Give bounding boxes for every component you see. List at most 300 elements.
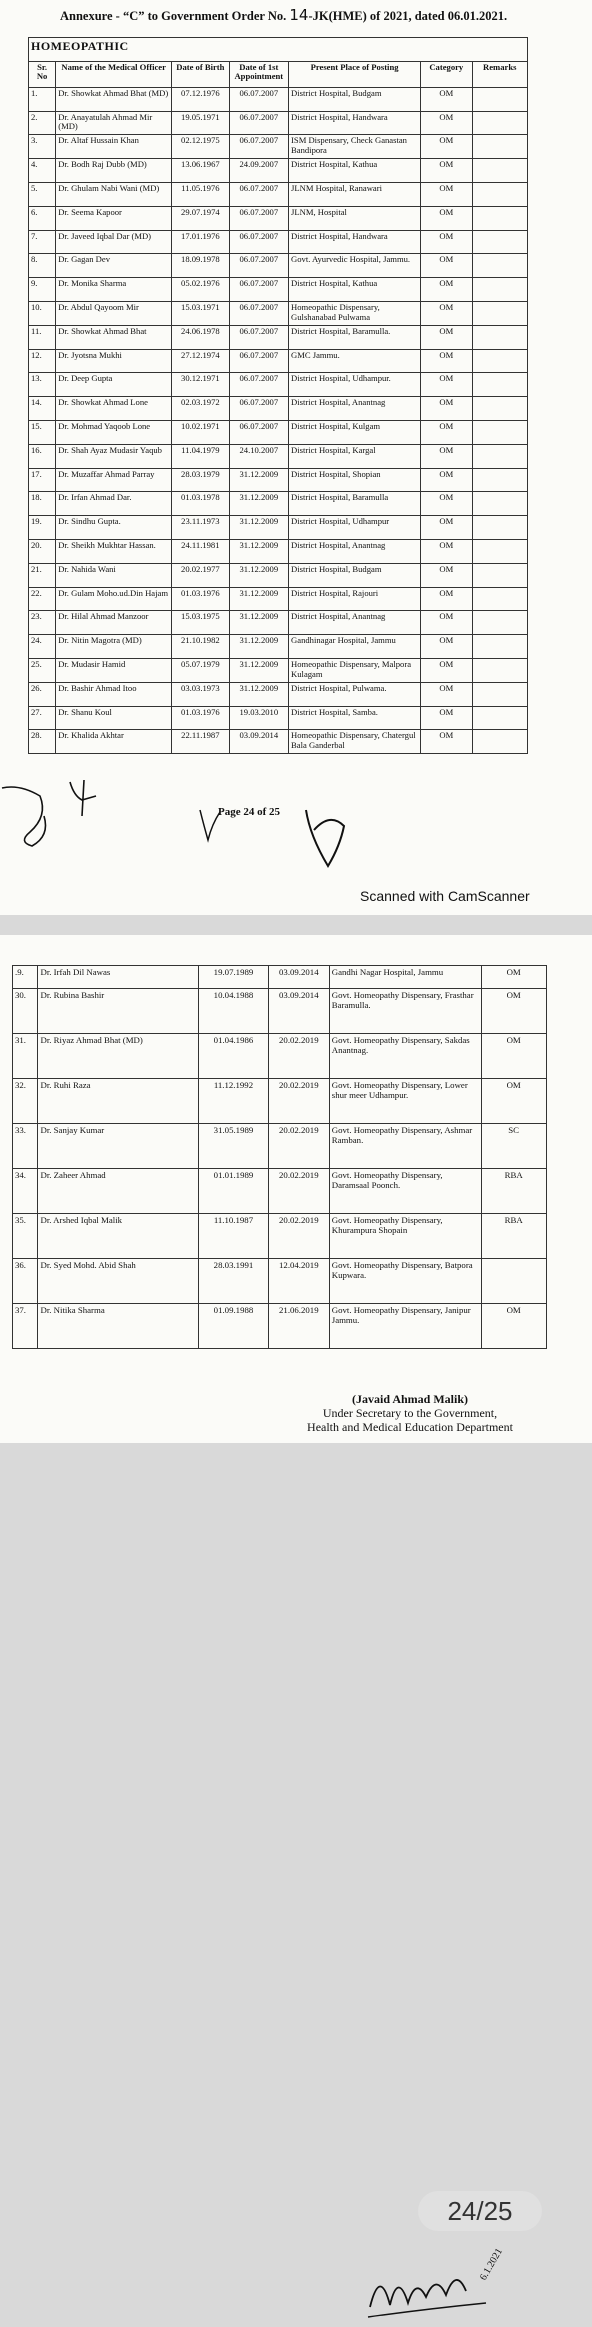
cell-date-of-appointment: 19.03.2010 (229, 706, 288, 730)
cell-officer-name: Dr. Muzaffar Ahmad Parray (56, 468, 172, 492)
cell-officer-name: Dr. Ruhi Raza (38, 1079, 199, 1124)
cell-officer-name: Dr. Khalida Akhtar (56, 730, 172, 754)
cell-sr-no: 1. (29, 87, 56, 111)
table-row (13, 1214, 548, 1259)
cell-date-of-birth: 19.07.1989 (199, 966, 269, 989)
cell-sr-no: 30. (13, 989, 38, 1034)
cell-officer-name: Dr. Mudasir Hamid (56, 658, 172, 682)
cell-officer-name: Dr. Ghulam Nabi Wani (MD) (56, 182, 172, 206)
table-row (29, 206, 528, 230)
cell-remarks (472, 468, 528, 492)
cell-date-of-appointment: 03.09.2014 (268, 989, 329, 1034)
cell-date-of-appointment: 31.12.2009 (229, 635, 288, 659)
cell-date-of-birth: 07.12.1976 (172, 87, 229, 111)
cell-remarks (472, 206, 528, 230)
table-row (13, 1169, 548, 1214)
cell-date-of-appointment: 06.07.2007 (229, 325, 288, 349)
cell-sr-no: 34. (13, 1169, 38, 1214)
cell-officer-name: Dr. Gulam Moho.ud.Din Hajam (56, 587, 172, 611)
cell-posting-place: District Hospital, Pulwama. (289, 682, 421, 706)
cell-category: OM (421, 682, 472, 706)
cell-category: OM (421, 373, 472, 397)
cell-category: OM (481, 1304, 546, 1349)
cell-sr-no: .9. (13, 966, 38, 989)
cell-remarks (472, 373, 528, 397)
cell-officer-name: Dr. Rubina Bashir (38, 989, 199, 1034)
table-row (29, 301, 528, 325)
cell-category: OM (421, 563, 472, 587)
cell-date-of-birth: 27.12.1974 (172, 349, 229, 373)
cell-category: OM (421, 182, 472, 206)
cell-date-of-birth: 01.01.1989 (199, 1169, 269, 1214)
table-row (29, 635, 528, 659)
cell-officer-name: Dr. Anayatulah Ahmad Mir (MD) (56, 111, 172, 135)
table-row (29, 254, 528, 278)
camscanner-watermark: Scanned with CamScanner (360, 888, 530, 904)
cell-category: OM (421, 658, 472, 682)
cell-posting-place: District Hospital, Handwara (289, 111, 421, 135)
cell-date-of-appointment: 20.02.2019 (268, 1169, 329, 1214)
cell-sr-no: 8. (29, 254, 56, 278)
cell-posting-place: District Hospital, Baramulla. (289, 325, 421, 349)
cell-category: OM (421, 444, 472, 468)
cell-sr-no: 32. (13, 1079, 38, 1124)
cell-date-of-birth: 10.04.1988 (199, 989, 269, 1034)
cell-officer-name: Dr. Jyotsna Mukhi (56, 349, 172, 373)
cell-officer-name: Dr. Sanjay Kumar (38, 1124, 199, 1169)
col-header-category: Category (421, 61, 472, 87)
cell-remarks (472, 539, 528, 563)
cell-sr-no: 12. (29, 349, 56, 373)
cell-posting-place: District Hospital, Rajouri (289, 587, 421, 611)
cell-officer-name: Dr. Syed Mohd. Abid Shah (38, 1259, 199, 1304)
cell-date-of-birth: 23.11.1973 (172, 516, 229, 540)
cell-category: OM (421, 635, 472, 659)
cell-sr-no: 14. (29, 397, 56, 421)
document-page-1 (0, 0, 592, 915)
cell-category: OM (421, 420, 472, 444)
table-row (29, 420, 528, 444)
table-row (13, 1304, 548, 1349)
cell-officer-name: Dr. Deep Gupta (56, 373, 172, 397)
cell-remarks (546, 1169, 547, 1214)
cell-date-of-appointment: 31.12.2009 (229, 492, 288, 516)
cell-sr-no: 24. (29, 635, 56, 659)
cell-remarks (472, 349, 528, 373)
table-row (29, 135, 528, 159)
cell-sr-no: 11. (29, 325, 56, 349)
col-header-dob: Date of Birth (172, 61, 229, 87)
homeopathic-officers-table (28, 37, 528, 754)
cell-date-of-birth: 01.03.1976 (172, 587, 229, 611)
cell-remarks (472, 254, 528, 278)
cell-sr-no: 36. (13, 1259, 38, 1304)
cell-officer-name: Dr. Nitika Sharma (38, 1304, 199, 1349)
cell-date-of-birth: 01.03.1976 (172, 706, 229, 730)
cell-remarks (472, 159, 528, 183)
cell-posting-place: Gandhinagar Hospital, Jammu (289, 635, 421, 659)
cell-category: OM (481, 1034, 546, 1079)
cell-date-of-appointment: 31.12.2009 (229, 468, 288, 492)
cell-posting-place: Govt. Homeopathy Dispensary, Ashmar Ramban. (329, 1124, 481, 1169)
cell-sr-no: 21. (29, 563, 56, 587)
cell-date-of-appointment: 06.07.2007 (229, 397, 288, 421)
cell-date-of-appointment: 20.02.2019 (268, 1124, 329, 1169)
cell-date-of-appointment: 31.12.2009 (229, 539, 288, 563)
cell-category: OM (421, 706, 472, 730)
cell-date-of-appointment: 06.07.2007 (229, 87, 288, 111)
annexure-header (60, 6, 507, 24)
table-row (29, 182, 528, 206)
cell-date-of-appointment: 06.07.2007 (229, 182, 288, 206)
table-row (29, 730, 528, 754)
cell-date-of-birth: 30.12.1971 (172, 373, 229, 397)
cell-date-of-birth: 31.05.1989 (199, 1124, 269, 1169)
cell-date-of-birth: 24.06.1978 (172, 325, 229, 349)
cell-officer-name: Dr. Arshed Iqbal Malik (38, 1214, 199, 1259)
cell-posting-place: District Hospital, Budgam (289, 87, 421, 111)
cell-sr-no: 16. (29, 444, 56, 468)
cell-remarks (472, 230, 528, 254)
cell-posting-place: Govt. Homeopathy Dispensary, Janipur Jammu. (329, 1304, 481, 1349)
cell-posting-place: District Hospital, Anantnag (289, 397, 421, 421)
cell-remarks (472, 325, 528, 349)
cell-sr-no: 7. (29, 230, 56, 254)
cell-date-of-birth: 29.07.1974 (172, 206, 229, 230)
cell-category: OM (421, 730, 472, 754)
table-row (29, 230, 528, 254)
cell-date-of-appointment: 06.07.2007 (229, 230, 288, 254)
cell-date-of-birth: 01.09.1988 (199, 1304, 269, 1349)
cell-remarks (472, 420, 528, 444)
cell-officer-name: Dr. Sheikh Mukhtar Hassan. (56, 539, 172, 563)
cell-sr-no: 15. (29, 420, 56, 444)
cell-sr-no: 23. (29, 611, 56, 635)
cell-date-of-birth: 15.03.1971 (172, 301, 229, 325)
cell-officer-name: Dr. Bodh Raj Dubb (MD) (56, 159, 172, 183)
cell-remarks (546, 1079, 547, 1124)
cell-category: OM (421, 516, 472, 540)
cell-officer-name: Dr. Sindhu Gupta. (56, 516, 172, 540)
table-row (29, 658, 528, 682)
cell-sr-no: 37. (13, 1304, 38, 1349)
cell-posting-place: Govt. Homeopathy Dispensary, Sakdas Anantnag. (329, 1034, 481, 1079)
cell-sr-no: 3. (29, 135, 56, 159)
signatory-block (300, 1392, 520, 1434)
cell-category (481, 1259, 546, 1304)
cell-category: RBA (481, 1214, 546, 1259)
cell-category: OM (421, 468, 472, 492)
table-row (13, 1124, 548, 1169)
cell-date-of-birth: 20.02.1977 (172, 563, 229, 587)
cell-posting-place: District Hospital, Anantnag (289, 611, 421, 635)
cell-date-of-birth: 18.09.1978 (172, 254, 229, 278)
cell-date-of-appointment: 20.02.2019 (268, 1034, 329, 1079)
cell-date-of-appointment: 24.10.2007 (229, 444, 288, 468)
cell-category: OM (421, 539, 472, 563)
cell-posting-place: District Hospital, Kathua (289, 159, 421, 183)
cell-sr-no: 6. (29, 206, 56, 230)
cell-officer-name: Dr. Mohmad Yaqoob Lone (56, 420, 172, 444)
order-number: 14 (289, 6, 309, 24)
cell-sr-no: 26. (29, 682, 56, 706)
cell-posting-place: District Hospital, Kulgam (289, 420, 421, 444)
cell-remarks (546, 1214, 547, 1259)
cell-posting-place: District Hospital, Udhampur (289, 516, 421, 540)
cell-remarks (472, 135, 528, 159)
table-row (29, 682, 528, 706)
cell-posting-place: Gandhi Nagar Hospital, Jammu (329, 966, 481, 989)
cell-date-of-appointment: 31.12.2009 (229, 587, 288, 611)
cell-date-of-birth: 28.03.1979 (172, 468, 229, 492)
cell-remarks (472, 611, 528, 635)
table-row (29, 373, 528, 397)
cell-date-of-appointment: 03.09.2014 (268, 966, 329, 989)
cell-sr-no: 31. (13, 1034, 38, 1079)
cell-remarks (546, 1124, 547, 1169)
cell-posting-place: GMC Jammu. (289, 349, 421, 373)
cell-category: OM (481, 966, 546, 989)
section-title: HOMEOPATHIC (29, 38, 528, 62)
cell-officer-name: Dr. Showkat Ahmad Lone (56, 397, 172, 421)
cell-posting-place: ISM Dispensary, Check Ganastan Bandipora (289, 135, 421, 159)
cell-category: OM (421, 587, 472, 611)
cell-date-of-appointment: 06.07.2007 (229, 135, 288, 159)
table-row (29, 539, 528, 563)
cell-date-of-appointment: 21.06.2019 (268, 1304, 329, 1349)
cell-officer-name: Dr. Seema Kapoor (56, 206, 172, 230)
cell-posting-place: District Hospital, Kathua (289, 278, 421, 302)
cell-date-of-birth: 05.07.1979 (172, 658, 229, 682)
cell-date-of-appointment: 31.12.2009 (229, 658, 288, 682)
table-row (29, 159, 528, 183)
signatory-signature-icon (366, 2247, 506, 2327)
cell-officer-name: Dr. Hilal Ahmad Manzoor (56, 611, 172, 635)
table-row (29, 278, 528, 302)
table-row (13, 1034, 548, 1079)
cell-category: OM (421, 349, 472, 373)
cell-date-of-birth: 02.12.1975 (172, 135, 229, 159)
table-row (29, 397, 528, 421)
cell-officer-name: Dr. Riyaz Ahmad Bhat (MD) (38, 1034, 199, 1079)
cell-date-of-birth: 28.03.1991 (199, 1259, 269, 1304)
table-row (29, 444, 528, 468)
table-row (29, 349, 528, 373)
cell-remarks (472, 635, 528, 659)
cell-officer-name: Dr. Altaf Hussain Khan (56, 135, 172, 159)
cell-date-of-birth: 11.12.1992 (199, 1079, 269, 1124)
page-indicator-badge: 24/25 (418, 2191, 542, 2231)
cell-category: OM (481, 989, 546, 1034)
cell-remarks (472, 587, 528, 611)
cell-officer-name: Dr. Showkat Ahmad Bhat (56, 325, 172, 349)
cell-remarks (472, 492, 528, 516)
cell-sr-no: 22. (29, 587, 56, 611)
cell-remarks (472, 444, 528, 468)
cell-date-of-birth: 13.06.1967 (172, 159, 229, 183)
cell-category: OM (421, 111, 472, 135)
cell-category: OM (421, 254, 472, 278)
cell-posting-place: District Hospital, Samba. (289, 706, 421, 730)
cell-sr-no: 4. (29, 159, 56, 183)
cell-officer-name: Dr. Javeed Iqbal Dar (MD) (56, 230, 172, 254)
cell-date-of-appointment: 06.07.2007 (229, 254, 288, 278)
cell-category: RBA (481, 1169, 546, 1214)
cell-remarks (472, 682, 528, 706)
cell-posting-place: JLNM, Hospital (289, 206, 421, 230)
cell-officer-name: Dr. Shanu Koul (56, 706, 172, 730)
cell-date-of-birth: 11.04.1979 (172, 444, 229, 468)
cell-category: OM (421, 397, 472, 421)
signature-date: 6.1.2021 (477, 2246, 506, 2283)
cell-remarks (472, 111, 528, 135)
cell-date-of-birth: 22.11.1987 (172, 730, 229, 754)
cell-date-of-birth: 15.03.1975 (172, 611, 229, 635)
cell-remarks (472, 301, 528, 325)
cell-officer-name: Dr. Abdul Qayoom Mir (56, 301, 172, 325)
col-header-sr-no: Sr. No (29, 61, 56, 87)
cell-date-of-birth: 17.01.1976 (172, 230, 229, 254)
cell-sr-no: 2. (29, 111, 56, 135)
cell-remarks (546, 1304, 547, 1349)
initials-signature-icon (0, 776, 110, 866)
cell-posting-place: Govt. Ayurvedic Hospital, Jammu. (289, 254, 421, 278)
cell-date-of-birth: 24.11.1981 (172, 539, 229, 563)
page-number: Page 24 of 25 (218, 806, 281, 818)
cell-sr-no: 25. (29, 658, 56, 682)
cell-date-of-appointment: 06.07.2007 (229, 111, 288, 135)
cell-officer-name: Dr. Gagan Dev (56, 254, 172, 278)
cell-sr-no: 18. (29, 492, 56, 516)
cell-date-of-appointment: 20.02.2019 (268, 1079, 329, 1124)
col-header-remarks: Remarks (472, 61, 528, 87)
cell-date-of-birth: 19.05.1971 (172, 111, 229, 135)
cell-remarks (472, 87, 528, 111)
cell-category: OM (481, 1079, 546, 1124)
cell-sr-no: 10. (29, 301, 56, 325)
cell-officer-name: Dr. Irfah Dil Nawas (38, 966, 199, 989)
cell-posting-place: District Hospital, Baramulla (289, 492, 421, 516)
table-row (29, 587, 528, 611)
col-header-name: Name of the Medical Officer (56, 61, 172, 87)
cell-posting-place: District Hospital, Budgam (289, 563, 421, 587)
cell-posting-place: District Hospital, Kargal (289, 444, 421, 468)
col-header-posting: Present Place of Posting (289, 61, 421, 87)
cell-sr-no: 13. (29, 373, 56, 397)
cell-category: OM (421, 611, 472, 635)
cell-date-of-birth: 01.03.1978 (172, 492, 229, 516)
cell-posting-place: Homeopathic Dispensary, Chatergul Bala Ganderbal (289, 730, 421, 754)
cell-category: OM (421, 230, 472, 254)
table-row (13, 1259, 548, 1304)
table-row (13, 989, 548, 1034)
cell-remarks (546, 1259, 547, 1304)
cell-date-of-birth: 21.10.1982 (172, 635, 229, 659)
cell-date-of-appointment: 12.04.2019 (268, 1259, 329, 1304)
cell-date-of-birth: 11.05.1976 (172, 182, 229, 206)
table-row (13, 966, 548, 989)
cell-category: OM (421, 135, 472, 159)
cell-sr-no: 20. (29, 539, 56, 563)
cell-officer-name: Dr. Nitin Magotra (MD) (56, 635, 172, 659)
cell-posting-place: Govt. Homeopathy Dispensary, Batpora Kupwara. (329, 1259, 481, 1304)
cell-date-of-appointment: 03.09.2014 (229, 730, 288, 754)
cell-sr-no: 17. (29, 468, 56, 492)
cell-date-of-birth: 10.02.1971 (172, 420, 229, 444)
cell-posting-place: Govt. Homeopathy Dispensary, Khurampura Shopain (329, 1214, 481, 1259)
page-signature-icon (300, 806, 350, 876)
page-initial-icon (196, 806, 226, 846)
homeopathic-officers-table-continued (12, 965, 548, 1349)
cell-category: OM (421, 325, 472, 349)
cell-officer-name: Dr. Monika Sharma (56, 278, 172, 302)
document-page-2 (0, 935, 592, 2283)
table-row (29, 111, 528, 135)
cell-officer-name: Dr. Zaheer Ahmad (38, 1169, 199, 1214)
cell-date-of-appointment: 31.12.2009 (229, 682, 288, 706)
cell-remarks (472, 278, 528, 302)
cell-posting-place: District Hospital, Handwara (289, 230, 421, 254)
cell-remarks (472, 397, 528, 421)
cell-date-of-appointment: 06.07.2007 (229, 206, 288, 230)
table-row (29, 516, 528, 540)
signatory-department: Health and Medical Education Department (307, 1420, 513, 1434)
cell-remarks (472, 706, 528, 730)
cell-date-of-appointment: 20.02.2019 (268, 1214, 329, 1259)
cell-remarks (472, 182, 528, 206)
cell-sr-no: 35. (13, 1214, 38, 1259)
cell-posting-place: Homeopathic Dispensary, Gulshanabad Pulwama (289, 301, 421, 325)
cell-remarks (472, 516, 528, 540)
cell-remarks (472, 658, 528, 682)
col-header-appointment: Date of 1st Appointment (229, 61, 288, 87)
cell-officer-name: Dr. Irfan Ahmad Dar. (56, 492, 172, 516)
cell-posting-place: District Hospital, Shopian (289, 468, 421, 492)
header-suffix: -JK(HME) of 2021, dated 06.01.2021. (308, 9, 508, 23)
cell-posting-place: Govt. Homeopathy Dispensary, Daramsaal Poonch. (329, 1169, 481, 1214)
cell-date-of-appointment: 31.12.2009 (229, 563, 288, 587)
cell-posting-place: Homeopathic Dispensary, Malpora Kulagam (289, 658, 421, 682)
cell-category: OM (421, 301, 472, 325)
cell-sr-no: 28. (29, 730, 56, 754)
table-row (29, 325, 528, 349)
signatory-title: Under Secretary to the Government, (322, 1406, 498, 1420)
cell-remarks (546, 989, 547, 1034)
cell-sr-no: 27. (29, 706, 56, 730)
cell-remarks (472, 730, 528, 754)
table-row (29, 611, 528, 635)
cell-officer-name: Dr. Nahida Wani (56, 563, 172, 587)
cell-posting-place: Govt. Homeopathy Dispensary, Lower shur meer Udhampur. (329, 1079, 481, 1124)
cell-category: OM (421, 278, 472, 302)
cell-date-of-appointment: 24.09.2007 (229, 159, 288, 183)
signatory-name: (Javaid Ahmad Malik) (351, 1392, 468, 1406)
cell-date-of-birth: 11.10.1987 (199, 1214, 269, 1259)
cell-category: OM (421, 492, 472, 516)
cell-remarks (546, 966, 547, 989)
cell-date-of-birth: 05.02.1976 (172, 278, 229, 302)
table-row (29, 468, 528, 492)
cell-sr-no: 19. (29, 516, 56, 540)
table-row (29, 492, 528, 516)
cell-date-of-appointment: 06.07.2007 (229, 420, 288, 444)
cell-category: OM (421, 159, 472, 183)
cell-officer-name: Dr. Showkat Ahmad Bhat (MD) (56, 87, 172, 111)
table-row (29, 87, 528, 111)
cell-posting-place: JLNM Hospital, Ranawari (289, 182, 421, 206)
cell-sr-no: 33. (13, 1124, 38, 1169)
cell-posting-place: District Hospital, Anantnag (289, 539, 421, 563)
